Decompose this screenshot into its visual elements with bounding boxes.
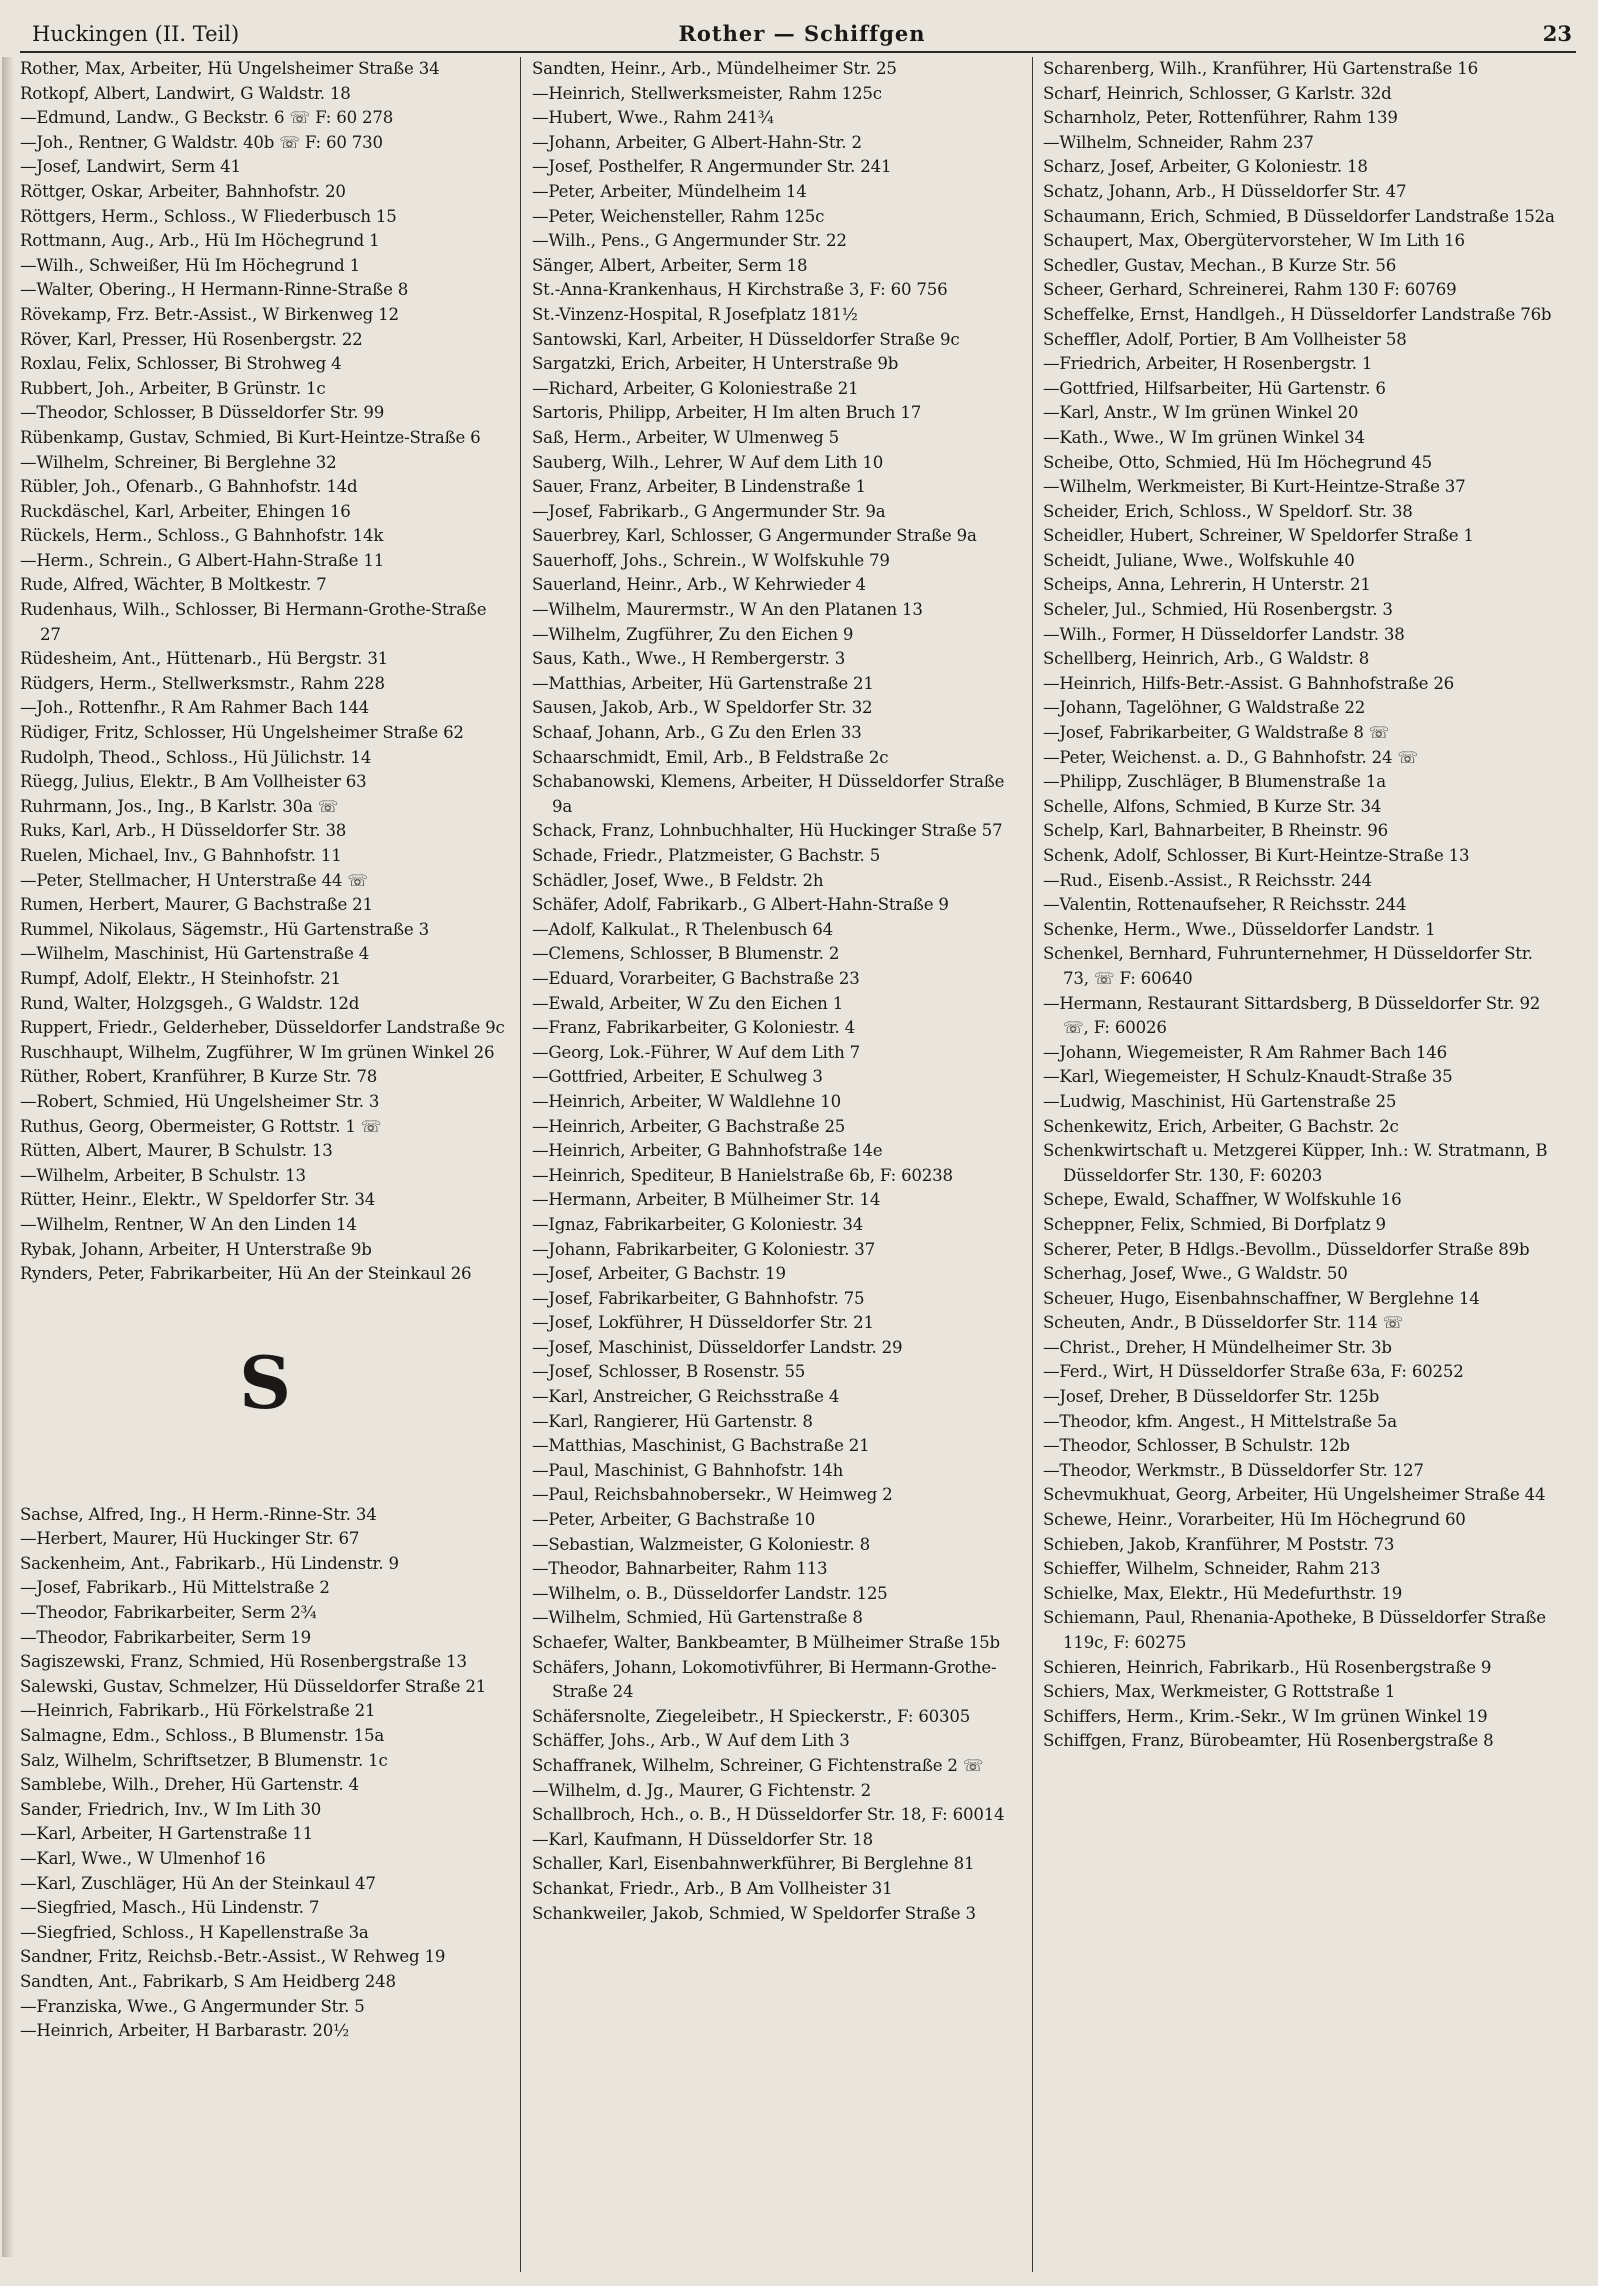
directory-entry: Sauerbrey, Karl, Schlosser, G Angermunder Straße 9a <box>532 526 977 546</box>
column-divider <box>520 57 521 2272</box>
directory-entry: Salewski, Gustav, Schmelzer, Hü Düsseldorfer Straße 21 <box>20 1676 487 1696</box>
directory-entry: Salz, Wilhelm, Schriftsetzer, B Blumenstr. 1c <box>20 1750 388 1770</box>
directory-entry: —Matthias, Arbeiter, Hü Gartenstraße 21 <box>532 673 874 693</box>
directory-entry: —Philipp, Zuschläger, B Blumenstraße 1a <box>1043 772 1386 792</box>
directory-entry: Rüegg, Julius, Elektr., B Am Vollheister 63 <box>20 772 367 792</box>
directory-entry: —Theodor, Schlosser, B Düsseldorfer Str. 99 <box>20 403 385 423</box>
directory-entry: —Ferd., Wirt, H Düsseldorfer Straße 63a, F: 60252 <box>1043 1362 1464 1382</box>
directory-entry: Rummel, Nikolaus, Sägemstr., Hü Gartenstraße 3 <box>20 919 429 939</box>
directory-entry: Rother, Max, Arbeiter, Hü Ungelsheimer Straße 34 <box>20 59 440 78</box>
directory-entry: Schenke, Herm., Wwe., Düsseldorfer Landstr. 1 <box>1043 919 1436 939</box>
directory-entry: —Johann, Wiegemeister, R Am Rahmer Bach 146 <box>1043 1042 1447 1062</box>
directory-entry: Schack, Franz, Lohnbuchhalter, Hü Huckinger Straße 57 <box>532 821 1003 841</box>
directory-entry: Scheuer, Hugo, Eisenbahnschaffner, W Berglehne 14 <box>1043 1288 1480 1308</box>
directory-entry: Schiffers, Herm., Krim.-Sekr., W Im grünen Winkel 19 <box>1043 1706 1488 1726</box>
header-range: Rother — Schiffgen <box>678 21 926 46</box>
directory-entry: —Adolf, Kalkulat., R Thelenbusch 64 <box>532 919 833 939</box>
directory-entry: —Hermann, Restaurant Sittardsberg, B Düsseldorfer Str. 92 ☏, F: 60026 <box>1043 993 1541 1038</box>
directory-entry: Röttger, Oskar, Arbeiter, Bahnhofstr. 20 <box>20 181 346 201</box>
directory-entry: —Wilhelm, Arbeiter, B Schulstr. 13 <box>20 1165 306 1185</box>
directory-entry: —Friedrich, Arbeiter, H Rosenbergstr. 1 <box>1043 354 1373 374</box>
directory-entry: Scharf, Heinrich, Schlosser, G Karlstr. 32d <box>1043 83 1392 103</box>
directory-entry: Scheider, Erich, Schloss., W Speldorf. Str. 38 <box>1043 501 1413 521</box>
directory-entry: —Paul, Reichsbahnobersekr., W Heimweg 2 <box>532 1485 893 1505</box>
directory-entry: Schäfers, Johann, Lokomotivführer, Bi Hermann-Grothe-Straße 24 <box>532 1657 997 1702</box>
header-section: Huckingen (II. Teil) <box>32 22 240 46</box>
directory-entry: Rüdesheim, Ant., Hüttenarb., Hü Bergstr. 31 <box>20 649 389 669</box>
directory-entry: Saß, Herm., Arbeiter, W Ulmenweg 5 <box>532 427 840 447</box>
directory-entry: Sachse, Alfred, Ing., H Herm.-Rinne-Str. 34 <box>20 1504 377 1524</box>
directory-entry: —Heinrich, Spediteur, B Hanielstraße 6b, F: 60238 <box>532 1165 953 1185</box>
directory-entry: —Heinrich, Stellwerksmeister, Rahm 125c <box>532 83 882 103</box>
directory-entry: Schepe, Ewald, Schaffner, W Wolfskuhle 16 <box>1043 1190 1402 1210</box>
directory-entry: Schaupert, Max, Obergütervorsteher, W Im Lith 16 <box>1043 231 1465 251</box>
directory-entry: Sauer, Franz, Arbeiter, B Lindenstraße 1 <box>532 477 866 497</box>
directory-entry: Rynders, Peter, Fabrikarbeiter, Hü An der Steinkaul 26 <box>20 1264 472 1284</box>
directory-entry: —Kath., Wwe., W Im grünen Winkel 34 <box>1043 427 1365 447</box>
page-number: 23 <box>1542 21 1572 46</box>
directory-entry: —Valentin, Rottenaufseher, R Reichsstr. 244 <box>1043 895 1407 915</box>
directory-entry: Schenk, Adolf, Schlosser, Bi Kurt-Heintze-Straße 13 <box>1043 846 1470 865</box>
directory-entry: —Josef, Dreher, B Düsseldorfer Str. 125b <box>1043 1387 1380 1407</box>
directory-entry: Ruppert, Friedr., Gelderheber, Düsseldorfer Landstraße 9c <box>20 1018 505 1038</box>
directory-entry: —Karl, Anstreicher, G Reichsstraße 4 <box>532 1387 840 1407</box>
directory-entry: —Eduard, Vorarbeiter, G Bachstraße 23 <box>532 968 860 988</box>
directory-entry: Rütter, Heinr., Elektr., W Speldorfer Str. 34 <box>20 1190 376 1210</box>
directory-entry: Schallbroch, Hch., o. B., H Düsseldorfer Str. 18, F: 60014 <box>532 1805 1005 1825</box>
directory-entry: Rumen, Herbert, Maurer, G Bachstraße 21 <box>20 895 373 915</box>
directory-entry: Sauerland, Heinr., Arb., W Kehrwieder 4 <box>532 575 866 595</box>
directory-entry: —Karl, Kaufmann, H Düsseldorfer Str. 18 <box>532 1829 873 1849</box>
directory-entry: Schielke, Max, Elektr., Hü Medefurthstr. 19 <box>1043 1583 1403 1603</box>
directory-entry: —Ludwig, Maschinist, Hü Gartenstraße 25 <box>1043 1091 1397 1111</box>
directory-entry: Rövekamp, Frz. Betr.-Assist., W Birkenweg 12 <box>20 304 399 324</box>
directory-entry: Schellberg, Heinrich, Arb., G Waldstr. 8 <box>1043 649 1370 669</box>
directory-entry: —Karl, Zuschläger, Hü An der Steinkaul 47 <box>20 1873 376 1893</box>
directory-entry: Rotkopf, Albert, Landwirt, G Waldstr. 18 <box>20 83 351 103</box>
directory-entry: Schaller, Karl, Eisenbahnwerkführer, Bi Berglehne 81 <box>532 1854 975 1874</box>
directory-entry: Rudolph, Theod., Schloss., Hü Jülichstr. 14 <box>20 747 372 767</box>
directory-entry: —Johann, Tagelöhner, G Waldstraße 22 <box>1043 698 1366 718</box>
directory-entry: Schieben, Jakob, Kranführer, M Poststr. 73 <box>1043 1534 1395 1554</box>
directory-entry: Schenkewitz, Erich, Arbeiter, G Bachstr. 2c <box>1043 1116 1399 1136</box>
directory-entry: Scheppner, Felix, Schmied, Bi Dorfplatz 9 <box>1043 1214 1386 1234</box>
directory-entry: Rude, Alfred, Wächter, B Moltkestr. 7 <box>20 575 327 595</box>
directory-entry: —Wilhelm, Maschinist, Hü Gartenstraße 4 <box>20 944 370 964</box>
directory-entry: Schade, Friedr., Platzmeister, G Bachstr. 5 <box>532 846 881 865</box>
directory-entry: —Wilhelm, Zugführer, Zu den Eichen 9 <box>532 624 854 644</box>
directory-entry: Roxlau, Felix, Schlosser, Bi Strohweg 4 <box>20 354 342 374</box>
directory-entry: —Karl, Rangierer, Hü Gartenstr. 8 <box>532 1411 813 1431</box>
directory-entry: —Josef, Fabrikarbeiter, G Waldstraße 8 ☏ <box>1043 723 1390 743</box>
directory-entry: Schankweiler, Jakob, Schmied, W Speldorfer Straße 3 <box>532 1903 976 1923</box>
directory-entry: —Sebastian, Walzmeister, G Koloniestr. 8 <box>532 1534 870 1554</box>
directory-entry: —Johann, Arbeiter, G Albert-Hahn-Str. 2 <box>532 132 862 152</box>
directory-entry: Schenkwirtschaft u. Metzgerei Küpper, Inh.: W. Stratmann, B Düsseldorfer Str. 130, F: 60203 <box>1043 1141 1548 1185</box>
directory-entry: —Karl, Anstr., W Im grünen Winkel 20 <box>1043 403 1359 423</box>
directory-entry: —Josef, Lokführer, H Düsseldorfer Str. 21 <box>532 1313 874 1333</box>
directory-entry: —Josef, Fabrikarb., G Angermunder Str. 9a <box>532 501 886 521</box>
directory-entry: Sänger, Albert, Arbeiter, Serm 18 <box>532 255 808 275</box>
directory-entry: Scheidler, Hubert, Schreiner, W Speldorfer Straße 1 <box>1043 526 1474 546</box>
directory-entry: Sandten, Heinr., Arb., Mündelheimer Str. 25 <box>532 59 897 78</box>
directory-entry: —Heinrich, Fabrikarb., Hü Förkelstraße 21 <box>20 1701 376 1721</box>
directory-entry: Sauerhoff, Johs., Schrein., W Wolfskuhle 79 <box>532 550 890 570</box>
directory-entry: —Karl, Arbeiter, H Gartenstraße 11 <box>20 1824 313 1844</box>
directory-entry: —Josef, Fabrikarb., Hü Mittelstraße 2 <box>20 1578 330 1598</box>
directory-entry: —Theodor, Bahnarbeiter, Rahm 113 <box>532 1559 828 1579</box>
directory-entry: Rüdiger, Fritz, Schlosser, Hü Ungelsheimer Straße 62 <box>20 723 464 743</box>
directory-entry: Schedler, Gustav, Mechan., B Kurze Str. 56 <box>1043 255 1397 275</box>
directory-entry: —Walter, Obering., H Hermann-Rinne-Straße 8 <box>20 280 409 300</box>
directory-entry: —Heinrich, Arbeiter, W Waldlehne 10 <box>532 1091 841 1111</box>
directory-entry: —Josef, Fabrikarbeiter, G Bahnhofstr. 75 <box>532 1288 865 1308</box>
directory-entry: —Siegfried, Masch., Hü Lindenstr. 7 <box>20 1898 320 1918</box>
directory-entry: Scheer, Gerhard, Schreinerei, Rahm 130 F: 60769 <box>1043 280 1457 300</box>
directory-entry: —Herbert, Maurer, Hü Huckinger Str. 67 <box>20 1529 360 1549</box>
directory-entry: Schelle, Alfons, Schmied, B Kurze Str. 34 <box>1043 796 1382 816</box>
directory-entry: Scheffler, Adolf, Portier, B Am Vollheister 58 <box>1043 329 1407 349</box>
directory-entry: Scharz, Josef, Arbeiter, G Koloniestr. 18 <box>1043 157 1368 177</box>
directory-entry: Rund, Walter, Holzgsgeh., G Waldstr. 12d <box>20 993 360 1013</box>
directory-entry: Rübler, Joh., Ofenarb., G Bahnhofstr. 14d <box>20 477 358 497</box>
directory-entry: Rütten, Albert, Maurer, B Schulstr. 13 <box>20 1141 333 1161</box>
directory-entry: Schaarschmidt, Emil, Arb., B Feldstraße 2c <box>532 747 889 767</box>
directory-entry: Sauberg, Wilh., Lehrer, W Auf dem Lith 10 <box>532 452 884 472</box>
directory-entry: —Theodor, Werkmstr., B Düsseldorfer Str. 127 <box>1043 1460 1424 1480</box>
directory-entry: —Christ., Dreher, H Mündelheimer Str. 3b <box>1043 1337 1392 1357</box>
directory-entry: —Peter, Arbeiter, Mündelheim 14 <box>532 181 807 201</box>
directory-entry: Schiffgen, Franz, Bürobeamter, Hü Rosenbergstraße 8 <box>1043 1731 1494 1751</box>
directory-entry: Rübenkamp, Gustav, Schmied, Bi Kurt-Heintze-Straße 6 <box>20 427 481 447</box>
column-1 <box>20 57 510 2044</box>
directory-entry: —Ignaz, Fabrikarbeiter, G Koloniestr. 34 <box>532 1214 864 1234</box>
directory-entry: Schäfer, Adolf, Fabrikarb., G Albert-Hahn-Straße 9 <box>532 895 949 915</box>
directory-entry: Röttgers, Herm., Schloss., W Fliederbusch 15 <box>20 206 397 226</box>
directory-entry: —Herm., Schrein., G Albert-Hahn-Straße 11 <box>20 550 385 570</box>
directory-entry: Schieffer, Wilhelm, Schneider, Rahm 213 <box>1043 1559 1381 1579</box>
directory-entry: —Josef, Landwirt, Serm 41 <box>20 157 241 177</box>
binding-edge <box>2 57 14 2257</box>
directory-entry: —Wilhelm, Rentner, W An den Linden 14 <box>20 1214 357 1234</box>
directory-entry: Scherer, Peter, B Hdlgs.-Bevollm., Düsseldorfer Straße 89b <box>1043 1239 1530 1259</box>
directory-entry: St.-Vinzenz-Hospital, R Josefplatz 181½ <box>532 304 858 324</box>
directory-entry: Schenkel, Bernhard, Fuhrunternehmer, H Düsseldorfer Str. 73, ☏ F: 60640 <box>1043 944 1533 988</box>
directory-entry: —Siegfried, Schloss., H Kapellenstraße 3a <box>20 1922 369 1942</box>
directory-entry: Scharnholz, Peter, Rottenführer, Rahm 139 <box>1043 108 1398 128</box>
column-2 <box>532 57 1022 1926</box>
directory-entry: —Matthias, Maschinist, G Bachstraße 21 <box>532 1436 870 1456</box>
directory-entry: —Karl, Wiegemeister, H Schulz-Knaudt-Straße 35 <box>1043 1067 1453 1087</box>
directory-entry: Rudenhaus, Wilh., Schlosser, Bi Hermann-Grothe-Straße 27 <box>20 600 487 644</box>
directory-entry: —Wilhelm, d. Jg., Maurer, G Fichtenstr. 2 <box>532 1780 872 1800</box>
directory-entry: Schiemann, Paul, Rhenania-Apotheke, B Düsseldorfer Straße 119c, F: 60275 <box>1043 1608 1546 1652</box>
directory-entry: —Josef, Arbeiter, G Bachstr. 19 <box>532 1264 786 1284</box>
directory-entry: Schäfersnolte, Ziegeleibetr., H Spieckerstr., F: 60305 <box>532 1706 971 1726</box>
directory-entry: Schäffer, Johs., Arb., W Auf dem Lith 3 <box>532 1731 850 1751</box>
directory-entry: —Wilh., Pens., G Angermunder Str. 22 <box>532 231 847 251</box>
directory-entry: —Theodor, kfm. Angest., H Mittelstraße 5a <box>1043 1411 1397 1431</box>
directory-entry: —Edmund, Landw., G Beckstr. 6 ☏ F: 60 278 <box>20 108 394 128</box>
directory-entry: Rüther, Robert, Kranführer, B Kurze Str. 78 <box>20 1067 378 1087</box>
directory-entry: Schevmukhuat, Georg, Arbeiter, Hü Ungelsheimer Straße 44 <box>1043 1485 1546 1505</box>
directory-entry: —Wilhelm, Schmied, Hü Gartenstraße 8 <box>532 1608 863 1628</box>
directory-entry: Schiers, Max, Werkmeister, G Rottstraße 1 <box>1043 1682 1396 1702</box>
directory-entry: —Hubert, Wwe., Rahm 241¾ <box>532 108 774 128</box>
directory-entry: Schatz, Johann, Arb., H Düsseldorfer Str. 47 <box>1043 181 1407 201</box>
directory-entry: —Paul, Maschinist, G Bahnhofstr. 14h <box>532 1460 844 1480</box>
directory-entry: —Richard, Arbeiter, G Koloniestraße 21 <box>532 378 859 398</box>
header-rule <box>20 51 1576 53</box>
directory-entry: Samblebe, Wilh., Dreher, Hü Gartenstr. 4 <box>20 1775 359 1795</box>
column-3 <box>1043 57 1563 1754</box>
directory-entry: —Josef, Posthelfer, R Angermunder Str. 241 <box>532 157 892 177</box>
directory-entry: Schieren, Heinrich, Fabrikarb., Hü Rosenbergstraße 9 <box>1043 1657 1492 1677</box>
directory-entry: Schaumann, Erich, Schmied, B Düsseldorfer Landstraße 152a <box>1043 206 1555 226</box>
directory-entry: —Clemens, Schlosser, B Blumenstr. 2 <box>532 944 840 964</box>
directory-entry: —Theodor, Fabrikarbeiter, Serm 19 <box>20 1627 311 1647</box>
directory-entry: Sandner, Fritz, Reichsb.-Betr.-Assist., W Rehweg 19 <box>20 1947 446 1967</box>
directory-entry: —Joh., Rentner, G Waldstr. 40b ☏ F: 60 730 <box>20 132 383 152</box>
directory-entry: —Peter, Stellmacher, H Unterstraße 44 ☏ <box>20 870 368 890</box>
directory-entry: Ruthus, Georg, Obermeister, G Rottstr. 1 ☏ <box>20 1116 382 1136</box>
directory-entry: Scheuten, Andr., B Düsseldorfer Str. 114 ☏ <box>1043 1313 1404 1333</box>
directory-entry: Sackenheim, Ant., Fabrikarb., Hü Lindenstr. 9 <box>20 1553 399 1573</box>
directory-entry: Röver, Karl, Presser, Hü Rosenbergstr. 22 <box>20 329 363 349</box>
directory-entry: —Johann, Fabrikarbeiter, G Koloniestr. 37 <box>532 1239 875 1259</box>
directory-entry: Ruhrmann, Jos., Ing., B Karlstr. 30a ☏ <box>20 796 339 816</box>
directory-entry: —Georg, Lok.-Führer, W Auf dem Lith 7 <box>532 1042 860 1062</box>
directory-entry: —Wilhelm, Maurermstr., W An den Platanen 13 <box>532 600 923 620</box>
directory-entry: Schewe, Heinr., Vorarbeiter, Hü Im Höchegrund 60 <box>1043 1510 1466 1530</box>
directory-entry: Schaffranek, Wilhelm, Schreiner, G Fichtenstraße 2 ☏ <box>532 1755 984 1775</box>
directory-entry: —Peter, Weichenst. a. D., G Bahnhofstr. 24 ☏ <box>1043 747 1419 767</box>
directory-entry: —Franziska, Wwe., G Angermunder Str. 5 <box>20 1996 365 2016</box>
directory-entry: St.-Anna-Krankenhaus, H Kirchstraße 3, F: 60 756 <box>532 280 948 300</box>
directory-entry: —Wilhelm, o. B., Düsseldorfer Landstr. 125 <box>532 1583 888 1603</box>
directory-entry: Scharenberg, Wilh., Kranführer, Hü Gartenstraße 16 <box>1043 59 1478 78</box>
directory-entry: Scheips, Anna, Lehrerin, H Unterstr. 21 <box>1043 575 1371 595</box>
directory-entry: —Franz, Fabrikarbeiter, G Koloniestr. 4 <box>532 1018 856 1038</box>
directory-entry: —Theodor, Fabrikarbeiter, Serm 2¾ <box>20 1603 317 1623</box>
directory-entry: Sandten, Ant., Fabrikarb, S Am Heidberg 248 <box>20 1971 396 1991</box>
directory-entry: Scheffelke, Ernst, Handlgeh., H Düsseldorfer Landstraße 76b <box>1043 304 1552 324</box>
directory-entry: Ruks, Karl, Arb., H Düsseldorfer Str. 38 <box>20 821 347 841</box>
column-divider <box>1032 57 1033 2272</box>
directory-entry: —Wilh., Schweißer, Hü Im Höchegrund 1 <box>20 255 360 275</box>
directory-entry: Ruckdäschel, Karl, Arbeiter, Ehingen 16 <box>20 501 351 521</box>
directory-entry: Rubbert, Joh., Arbeiter, B Grünstr. 1c <box>20 378 326 398</box>
directory-entry: —Josef, Schlosser, B Rosenstr. 55 <box>532 1362 806 1382</box>
directory-entry: —Ewald, Arbeiter, W Zu den Eichen 1 <box>532 993 844 1013</box>
directory-entry: Scheler, Jul., Schmied, Hü Rosenbergstr. 3 <box>1043 600 1393 620</box>
directory-entry: —Heinrich, Arbeiter, G Bahnhofstraße 14e <box>532 1141 883 1161</box>
directory-entry: —Heinrich, Arbeiter, H Barbarastr. 20½ <box>20 2021 350 2041</box>
directory-entry: Sander, Friedrich, Inv., W Im Lith 30 <box>20 1799 322 1819</box>
directory-entry: —Peter, Weichensteller, Rahm 125c <box>532 206 825 226</box>
directory-entry: Sartoris, Philipp, Arbeiter, H Im alten Bruch 17 <box>532 403 922 423</box>
directory-entry: Sausen, Jakob, Arb., W Speldorfer Str. 32 <box>532 698 873 718</box>
directory-entry: Santowski, Karl, Arbeiter, H Düsseldorfer Straße 9c <box>532 329 960 349</box>
directory-entry: Schabanowski, Klemens, Arbeiter, H Düsseldorfer Straße 9a <box>532 772 1005 816</box>
directory-entry: —Peter, Arbeiter, G Bachstraße 10 <box>532 1510 816 1530</box>
directory-entry: Ruelen, Michael, Inv., G Bahnhofstr. 11 <box>20 846 342 865</box>
directory-entry: —Josef, Maschinist, Düsseldorfer Landstr. 29 <box>532 1337 903 1357</box>
directory-entry: —Theodor, Schlosser, B Schulstr. 12b <box>1043 1436 1350 1456</box>
directory-entry: Sargatzki, Erich, Arbeiter, H Unterstraße 9b <box>532 354 899 374</box>
directory-entry: Sagiszewski, Franz, Schmied, Hü Rosenbergstraße 13 <box>20 1652 467 1672</box>
directory-entry: Scherhag, Josef, Wwe., G Waldstr. 50 <box>1043 1264 1348 1284</box>
directory-entry: —Wilh., Former, H Düsseldorfer Landstr. 38 <box>1043 624 1405 644</box>
directory-entry: —Heinrich, Hilfs-Betr.-Assist. G Bahnhofstraße 26 <box>1043 673 1455 693</box>
directory-entry: —Karl, Wwe., W Ulmenhof 16 <box>20 1849 266 1868</box>
directory-entry: —Joh., Rottenfhr., R Am Rahmer Bach 144 <box>20 698 370 718</box>
directory-entry: —Wilhelm, Schreiner, Bi Berglehne 32 <box>20 452 337 472</box>
directory-entry: Rumpf, Adolf, Elektr., H Steinhofstr. 21 <box>20 968 341 988</box>
section-letter: S <box>239 1339 291 1425</box>
directory-entry: —Hermann, Arbeiter, B Mülheimer Str. 14 <box>532 1190 881 1210</box>
directory-entry: Rückels, Herm., Schloss., G Bahnhofstr. 14k <box>20 526 384 546</box>
directory-entry: Schaaf, Johann, Arb., G Zu den Erlen 33 <box>532 723 862 743</box>
directory-entry: —Gottfried, Hilfsarbeiter, Hü Gartenstr. 6 <box>1043 378 1386 398</box>
directory-entry: —Wilhelm, Schneider, Rahm 237 <box>1043 132 1314 152</box>
directory-entry: Schankat, Friedr., Arb., B Am Vollheister 31 <box>532 1878 893 1898</box>
directory-entry: Schelp, Karl, Bahnarbeiter, B Rheinstr. 96 <box>1043 821 1388 841</box>
directory-entry: Scheidt, Juliane, Wwe., Wolfskuhle 40 <box>1043 550 1355 570</box>
directory-entry: —Gottfried, Arbeiter, E Schulweg 3 <box>532 1067 823 1087</box>
directory-entry: —Heinrich, Arbeiter, G Bachstraße 25 <box>532 1116 846 1136</box>
directory-entry: —Rud., Eisenb.-Assist., R Reichsstr. 244 <box>1043 870 1372 890</box>
directory-entry: Rybak, Johann, Arbeiter, H Unterstraße 9b <box>20 1239 372 1259</box>
directory-entry: Schaefer, Walter, Bankbeamter, B Mülheimer Straße 15b <box>532 1633 1000 1652</box>
directory-entry: —Wilhelm, Werkmeister, Bi Kurt-Heintze-Straße 37 <box>1043 477 1466 497</box>
directory-entry: Rüdgers, Herm., Stellwerksmstr., Rahm 228 <box>20 673 385 693</box>
page-header <box>32 18 1572 50</box>
directory-entry: Scheibe, Otto, Schmied, Hü Im Höchegrund 45 <box>1043 452 1432 472</box>
directory-entry: —Robert, Schmied, Hü Ungelsheimer Str. 3 <box>20 1091 380 1111</box>
directory-entry: Ruschhaupt, Wilhelm, Zugführer, W Im grünen Winkel 26 <box>20 1042 495 1062</box>
directory-entry: Saus, Kath., Wwe., H Rembergerstr. 3 <box>532 649 846 669</box>
directory-entry: Rottmann, Aug., Arb., Hü Im Höchegrund 1 <box>20 231 380 251</box>
directory-entry: Schädler, Josef, Wwe., B Feldstr. 2h <box>532 870 824 890</box>
directory-entry: Salmagne, Edm., Schloss., B Blumenstr. 15a <box>20 1726 385 1746</box>
